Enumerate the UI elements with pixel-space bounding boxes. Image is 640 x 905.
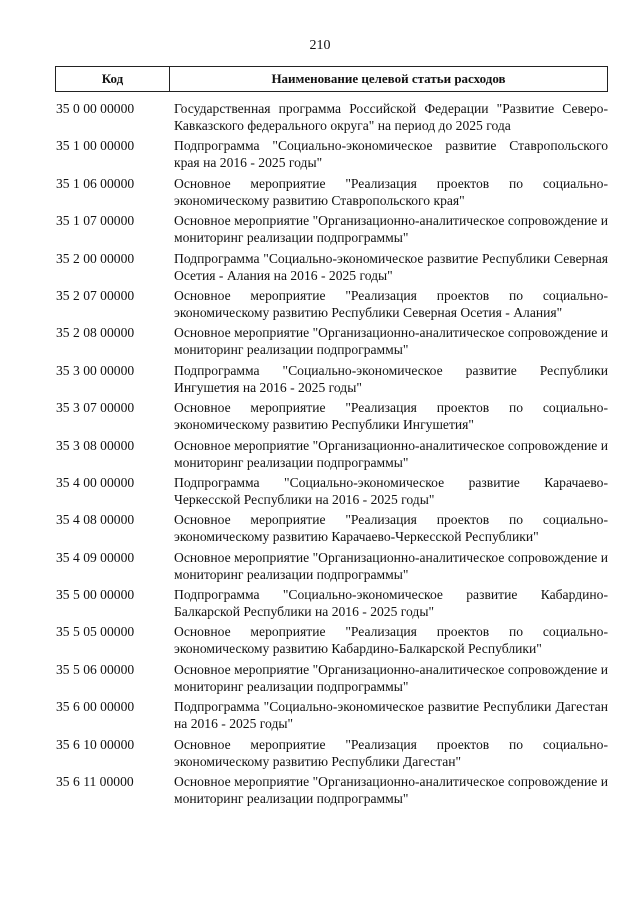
row-code: 35 6 00 00000 <box>56 699 135 715</box>
table-row <box>55 324 608 361</box>
row-code: 35 1 00 00000 <box>56 138 135 154</box>
table-row <box>55 362 608 399</box>
row-name: Основное мероприятие "Реализация проектов по социально-экономическому развитию Республики Дагестан" <box>174 736 608 769</box>
row-code: 35 1 06 00000 <box>56 175 135 191</box>
row-code: 35 3 00 00000 <box>56 362 135 378</box>
row-name: Подпрограмма "Социально-экономическое развитие Кабардино-Балкарской Республики на 2016 - 2025 годы" <box>174 587 608 620</box>
table-row <box>55 175 608 212</box>
table-row <box>55 586 608 623</box>
table-row <box>55 661 608 698</box>
row-code: 35 3 08 00000 <box>56 437 135 453</box>
table-row <box>55 212 608 249</box>
row-name: Основное мероприятие "Организационно-аналитическое сопровождение и мониторинг реализации подпрограммы" <box>174 549 608 582</box>
row-name: Государственная программа Российской Федерации "Развитие Северо-Кавказского федерального округа" на период до 2025 года <box>174 101 608 133</box>
table-row <box>55 698 608 735</box>
row-code: 35 2 08 00000 <box>56 325 135 341</box>
row-code: 35 4 00 00000 <box>56 474 135 490</box>
row-name: Подпрограмма "Социально-экономическое развитие Республики Дагестан на 2016 - 2025 годы" <box>174 699 608 732</box>
table-row <box>55 549 608 586</box>
row-name: Основное мероприятие "Организационно-аналитическое сопровождение и мониторинг реализации подпрограммы" <box>174 325 608 358</box>
row-code: 35 2 07 00000 <box>56 287 135 303</box>
table-row <box>55 100 608 137</box>
row-name: Основное мероприятие "Организационно-аналитическое сопровождение и мониторинг реализации подпрограммы" <box>174 774 608 807</box>
header-code: Код <box>56 67 170 91</box>
row-code: 35 6 11 00000 <box>56 774 134 790</box>
row-code: 35 5 05 00000 <box>56 624 135 640</box>
table-row <box>55 137 608 174</box>
table-row <box>55 474 608 511</box>
table-row <box>55 511 608 548</box>
budget-table <box>55 66 608 810</box>
row-code: 35 5 06 00000 <box>56 661 135 677</box>
row-name: Основное мероприятие "Реализация проектов по социально-экономическому развитию Карачаево-Черкесской Республики" <box>174 512 608 545</box>
row-name: Основное мероприятие "Реализация проектов по социально-экономическому развитию Ставропольского края" <box>174 175 608 208</box>
row-code: 35 6 10 00000 <box>56 736 135 752</box>
row-code: 35 2 00 00000 <box>56 250 135 266</box>
row-code: 35 4 09 00000 <box>56 549 135 565</box>
row-name: Основное мероприятие "Реализация проектов по социально-экономическому развитию Кабардино-Балкарской Республики" <box>174 624 608 657</box>
table-row <box>55 773 608 810</box>
table-row <box>55 437 608 474</box>
row-code: 35 5 00 00000 <box>56 587 135 603</box>
table-row <box>55 250 608 287</box>
row-name: Основное мероприятие "Реализация проектов по социально-экономическому развитию Республики Ингушетия" <box>174 400 608 433</box>
row-code: 35 3 07 00000 <box>56 400 135 416</box>
row-code: 35 1 07 00000 <box>56 213 135 229</box>
row-name: Основное мероприятие "Организационно-аналитическое сопровождение и мониторинг реализации подпрограммы" <box>174 661 608 694</box>
row-name: Подпрограмма "Социально-экономическое развитие Республики Северная Осетия - Алания на 2016 - 2025 годы" <box>174 250 608 283</box>
table-header <box>55 66 608 92</box>
header-name: Наименование целевой статьи расходов <box>271 71 506 86</box>
row-name: Подпрограмма "Социально-экономическое развитие Ставропольского края на 2016 - 2025 годы" <box>174 138 608 171</box>
table-body <box>55 100 608 810</box>
row-name: Основное мероприятие "Организационно-аналитическое сопровождение и мониторинг реализации подпрограммы" <box>174 213 608 246</box>
table-row <box>55 736 608 773</box>
row-name: Подпрограмма "Социально-экономическое развитие Карачаево-Черкесской Республики на 2016 - 2025 годы" <box>174 474 608 507</box>
row-name: Подпрограмма "Социально-экономическое развитие Республики Ингушетия на 2016 - 2025 годы" <box>174 362 608 395</box>
row-code: 35 4 08 00000 <box>56 512 135 528</box>
row-code: 35 0 00 00000 <box>56 101 135 116</box>
table-row <box>55 287 608 324</box>
table-row <box>55 399 608 436</box>
page-number: 210 <box>309 38 331 53</box>
row-name: Основное мероприятие "Реализация проектов по социально-экономическому развитию Республики Северная Осетия - Алания" <box>174 287 608 320</box>
table-row <box>55 623 608 660</box>
row-name: Основное мероприятие "Организационно-аналитическое сопровождение и мониторинг реализации подпрограммы" <box>174 437 608 470</box>
